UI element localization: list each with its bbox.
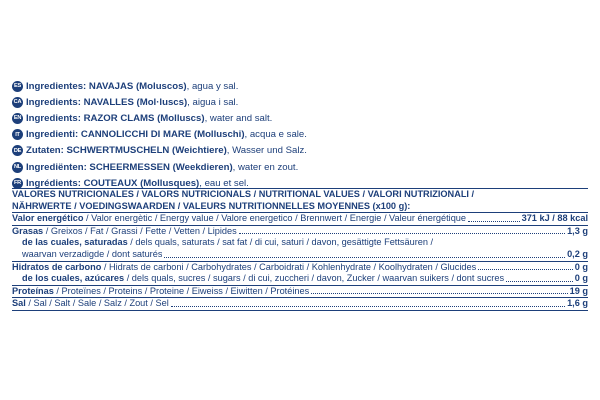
nutrient-label: Hidratos de carbono / Hidrats de carboni / Carbohydrates / Carboidrati / Kohlenhydrate / Koolhydraten / Glucides bbox=[12, 261, 477, 272]
leader-dots bbox=[311, 293, 567, 294]
ingredient-rest: , water and salt. bbox=[204, 112, 273, 124]
nutrition-row-saturates-line-1 bbox=[12, 237, 588, 249]
table-bottom-rule bbox=[12, 310, 588, 311]
nutrition-row-saturates-line-2 bbox=[12, 249, 588, 261]
leader-dots bbox=[468, 221, 520, 222]
ingredient-line-en bbox=[12, 110, 588, 126]
language-badge-icon: DE bbox=[12, 145, 23, 156]
leader-dots bbox=[164, 257, 565, 258]
leader-dots bbox=[239, 233, 565, 234]
nutrient-label: Sal / Sal / Salt / Sale / Salz / Zout / Sel bbox=[12, 298, 169, 309]
nutrient-value: 0 g bbox=[574, 261, 588, 272]
nutrition-row-salt bbox=[12, 297, 588, 310]
nutrient-label: de las cuales, saturadas / dels quals, saturats / sat fat / di cui, saturi / davon, gesättigte Fettsäuren / bbox=[22, 237, 434, 248]
nutrient-value: 1,3 g bbox=[567, 225, 588, 236]
nutrition-row-energy bbox=[12, 212, 588, 225]
ingredient-name: Ingrediënten: SCHEERMESSEN (Weekdieren) bbox=[26, 161, 233, 173]
nutrient-value: 0,2 g bbox=[567, 248, 588, 259]
ingredient-rest: , eau et sel. bbox=[199, 177, 249, 189]
nutrient-label-continued: waarvan verzadigde / dont saturés bbox=[22, 248, 163, 259]
ingredient-rest: , water en zout. bbox=[232, 161, 299, 173]
ingredient-name: Ingredients: RAZOR CLAMS (Molluscs) bbox=[26, 112, 205, 124]
nutrient-label: Valor energético / Valor energètic / Energy value / Valore energetico / Brennwert / Energie / Valeur énergétique bbox=[12, 213, 467, 224]
nutrient-value: 19 g bbox=[569, 285, 588, 296]
ingredient-rest: , Wasser und Salz. bbox=[226, 145, 307, 157]
nutrient-value: 0 g bbox=[574, 273, 588, 284]
ingredient-name: Ingredienti: CANNOLICCHI DI MARE (Molluschi) bbox=[26, 129, 245, 141]
language-badge-icon: FR bbox=[12, 178, 23, 189]
ingredient-line-it bbox=[12, 127, 588, 143]
ingredient-line-nl bbox=[12, 159, 588, 175]
nutrition-row-fat bbox=[12, 225, 588, 238]
nutrition-row-sugars bbox=[12, 273, 588, 285]
language-badge-icon: ES bbox=[12, 81, 23, 92]
ingredient-rest: , aigua i sal. bbox=[187, 96, 239, 108]
nutrient-value: 371 kJ / 88 kcal bbox=[521, 213, 588, 224]
ingredient-rest: , agua y sal. bbox=[186, 80, 239, 92]
ingredient-line-ca bbox=[12, 94, 588, 110]
nutrition-row-carbohydrates bbox=[12, 261, 588, 274]
ingredient-line-es bbox=[12, 78, 588, 94]
nutrition-header-line-1: VALORES NUTRICIONALES / VALORS NUTRICIONALS / NUTRITIONAL VALUES / VALORI NUTRIZIONALI / bbox=[12, 189, 475, 199]
leader-dots bbox=[171, 306, 565, 307]
nutrient-label: Grasas / Greixos / Fat / Grassi / Fette / Vetten / Lipides bbox=[12, 225, 237, 236]
nutrient-label: Proteínas / Proteïnes / Proteins / Proteine / Eiweiss / Eiwitten / Protéines bbox=[12, 285, 310, 296]
ingredient-line-de bbox=[12, 143, 588, 159]
nutrition-header-line-2: NÄHRWERTE / VOEDINGSWAARDEN / VALEURS NUTRITIONNELLES MOYENNES (x100 g): bbox=[12, 200, 411, 211]
product-label bbox=[12, 0, 588, 400]
nutrient-value: 1,6 g bbox=[567, 298, 588, 309]
nutrition-row-protein bbox=[12, 285, 588, 298]
language-badge-icon: NL bbox=[12, 162, 23, 173]
nutrition-table bbox=[12, 188, 588, 311]
ingredient-rest: , acqua e sale. bbox=[244, 129, 307, 141]
ingredient-name: Ingredientes: NAVAJAS (Moluscos) bbox=[26, 80, 187, 92]
ingredient-name: Ingrédients: COUTEAUX (Mollusques) bbox=[26, 177, 200, 189]
leader-dots bbox=[506, 281, 573, 282]
ingredient-name: Zutaten: SCHWERTMUSCHELN (Weichtiere) bbox=[26, 145, 227, 157]
ingredients-list bbox=[12, 78, 588, 191]
nutrient-label: de los cuales, azúcares / dels quals, sucres / sugars / di cui, zuccheri / davon, Zucker / waarvan suikers / dont sucres bbox=[22, 273, 505, 284]
leader-dots bbox=[478, 269, 573, 270]
language-badge-icon: IT bbox=[12, 129, 23, 140]
language-badge-icon: EN bbox=[12, 113, 23, 124]
ingredient-name: Ingredients: NAVALLES (Mol·luscs) bbox=[26, 96, 188, 108]
language-badge-icon: CA bbox=[12, 97, 23, 108]
